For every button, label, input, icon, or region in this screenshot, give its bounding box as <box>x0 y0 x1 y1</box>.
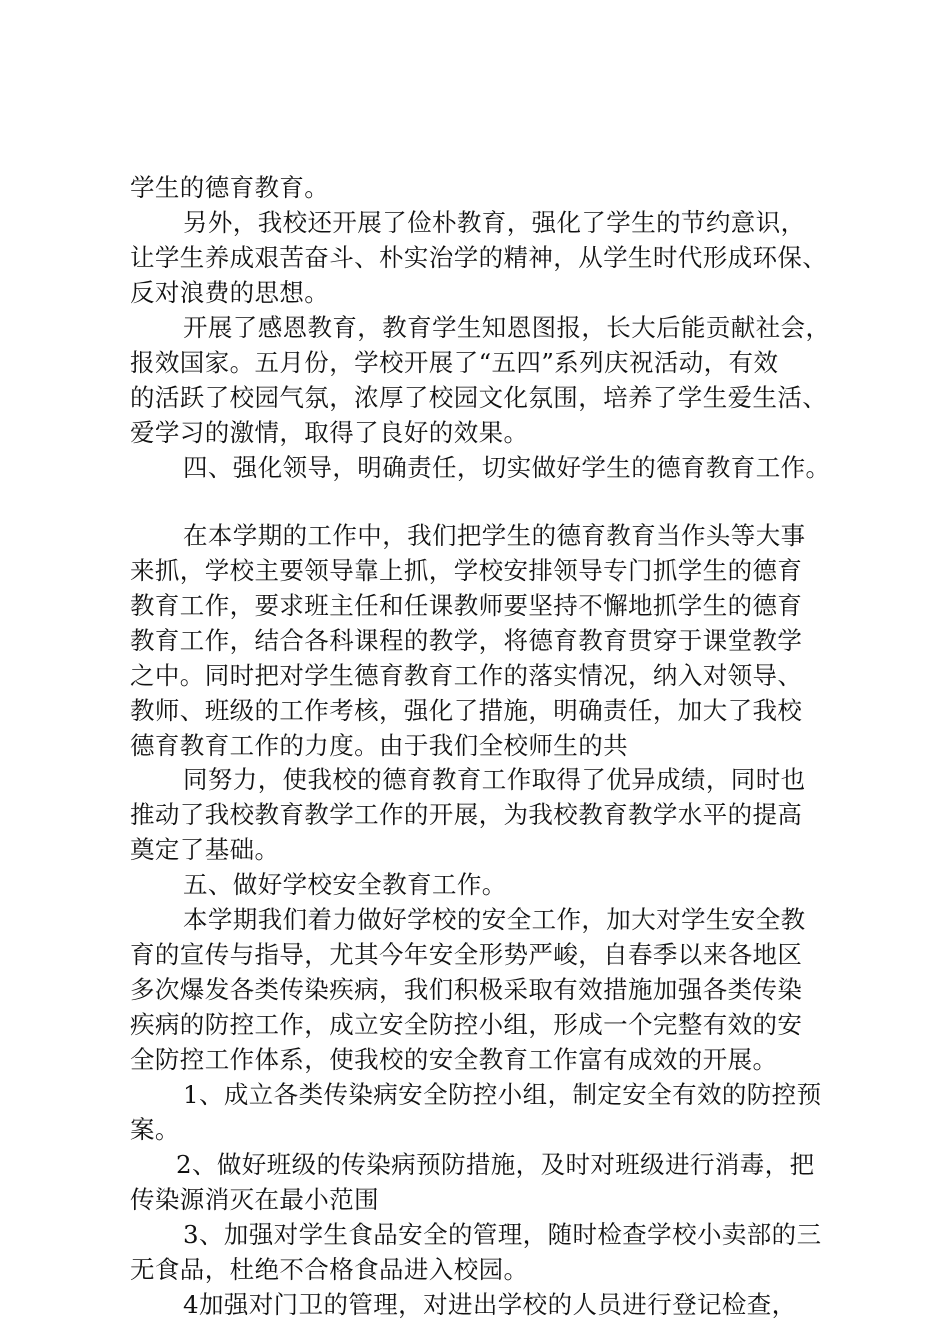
text-line: 推动了我校教育教学工作的开展，为我校教育教学水平的提高 <box>130 800 803 829</box>
text-line: 之中。同时把对学生德育教育工作的落实情况，纳入对领导、 <box>130 661 803 690</box>
text-line: 同努力，使我校的德育教育工作取得了优异成绩，同时也 <box>183 765 806 794</box>
text-line: 教育工作，要求班主任和任课教师要坚持不懈地抓学生的德育 <box>130 591 803 620</box>
text-line: 2、做好班级的传染病预防措施，及时对班级进行消毒，把 <box>176 1150 815 1179</box>
text-line: 让学生养成艰苦奋斗、朴实治学的精神，从学生时代形成环保、 <box>130 243 828 272</box>
text-line: 疾病的防控工作，成立安全防控小组，形成一个完整有效的安 <box>130 1010 803 1039</box>
text-line: 爱学习的激情，取得了良好的效果。 <box>130 418 529 447</box>
text-line: 无食品，杜绝不合格食品进入校园。 <box>130 1255 529 1284</box>
text-line: 案。 <box>130 1115 180 1144</box>
text-line: 育的宣传与指导，尤其今年安全形势严峻，自春季以来各地区 <box>130 940 803 969</box>
text-line: 的活跃了校园气氛，浓厚了校园文化氛围，培养了学生爱生活、 <box>130 383 828 412</box>
section-heading: 五、做好学校安全教育工作。 <box>183 870 507 899</box>
text-line: 传染源消灭在最小范围 <box>130 1185 379 1214</box>
text-line: 在本学期的工作中，我们把学生的德育教育当作头等大事 <box>183 521 806 550</box>
text-line: 教师、班级的工作考核，强化了措施，明确责任，加大了我校 <box>130 696 803 725</box>
text-line: 德育教育工作的力度。由于我们全校师生的共 <box>130 731 628 760</box>
text-line: 开展了感恩教育，教育学生知恩图报，长大后能贡献社会， <box>183 313 831 342</box>
section-heading: 四、强化领导，明确责任，切实做好学生的德育教育工作。 <box>183 453 831 482</box>
text-line: 学生的德育教育。 <box>130 173 330 202</box>
text-line: 报效国家。五月份，学校开展了“五四”系列庆祝活动，有效 <box>130 348 779 377</box>
text-line: 本学期我们着力做好学校的安全工作，加大对学生安全教 <box>183 905 806 934</box>
text-line: 3、加强对学生食品安全的管理，随时检查学校小卖部的三 <box>183 1220 822 1249</box>
text-line: 1、成立各类传染病安全防控小组，制定安全有效的防控预 <box>183 1080 822 1109</box>
text-line: 教育工作，结合各科课程的教学，将德育教育贯穿于课堂教学 <box>130 626 803 655</box>
text-line: 全防控工作体系，使我校的安全教育工作富有成效的开展。 <box>130 1045 778 1074</box>
text-line: 多次爆发各类传染疾病，我们积极采取有效措施加强各类传染 <box>130 975 803 1004</box>
text-line: 奠定了基础。 <box>130 835 280 864</box>
text-line: 反对浪费的思想。 <box>130 278 330 307</box>
text-line: 来抓，学校主要领导靠上抓，学校安排领导专门抓学生的德育 <box>130 556 803 585</box>
text-line: 4加强对门卫的管理，对进出学校的人员进行登记检查， <box>183 1290 797 1319</box>
text-line: 另外，我校还开展了俭朴教育，强化了学生的节约意识， <box>183 208 806 237</box>
